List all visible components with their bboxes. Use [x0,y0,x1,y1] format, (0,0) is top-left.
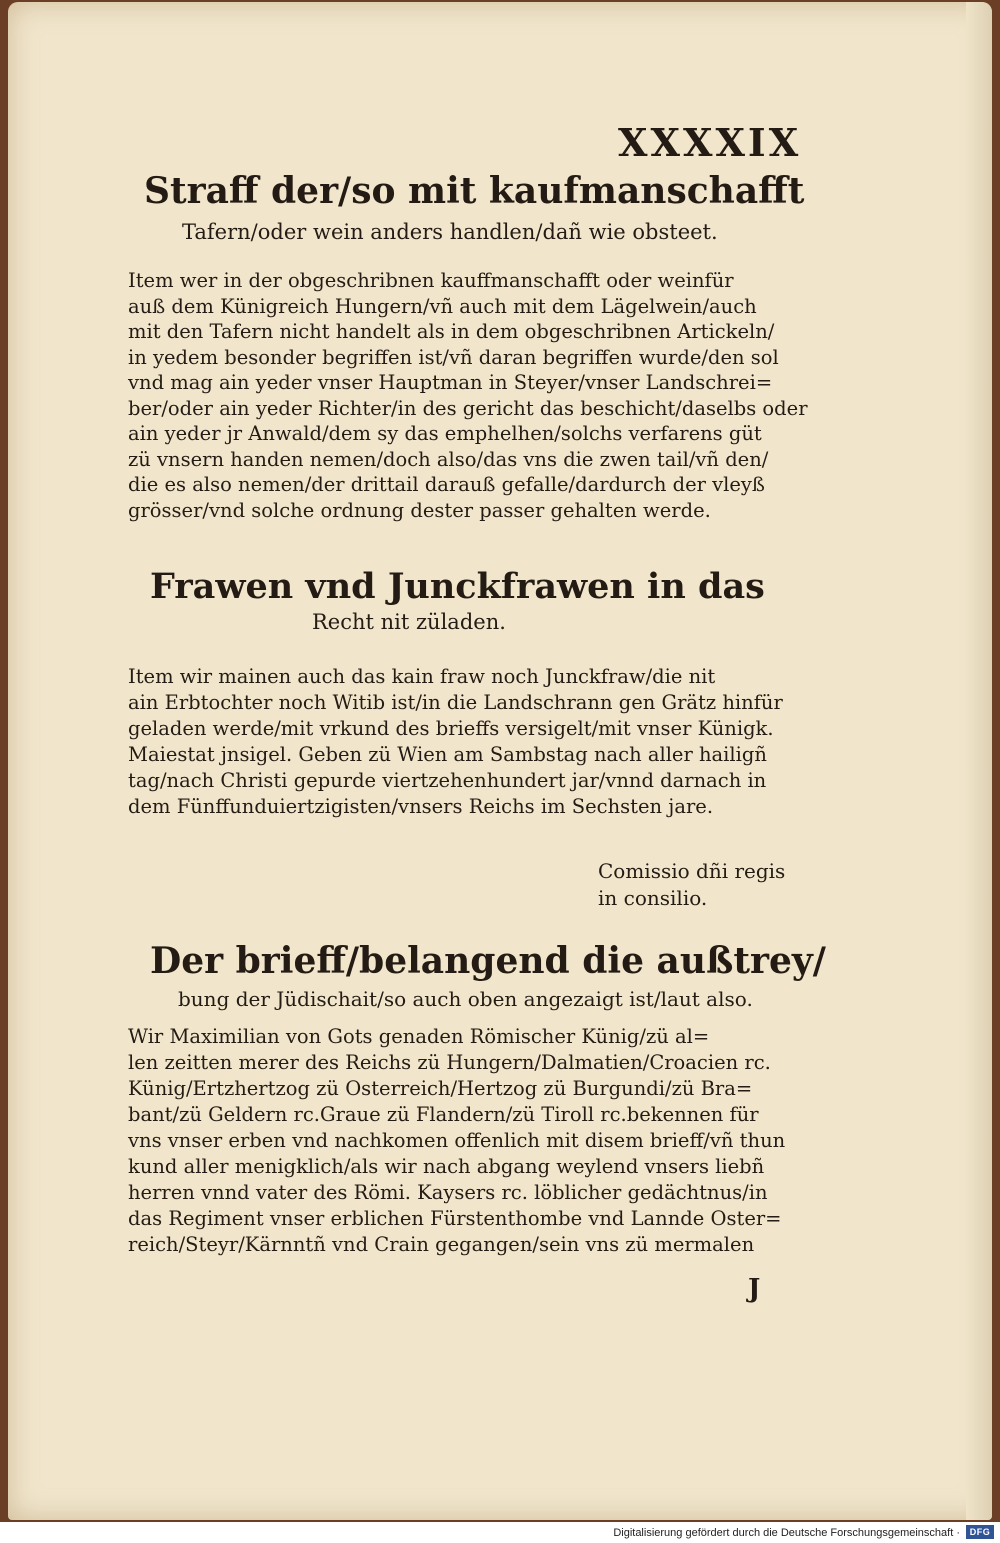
section-2-body [128,664,783,820]
text-line: herren vnnd vater des Römi. Kaysers rc. löblicher gedächtnus/in [128,1181,768,1204]
section-1-body [128,268,808,523]
section-3-body [128,1024,785,1258]
text-line: das Regiment vnser erblichen Fürstenthombe vnd Lannde Oster= [128,1207,782,1230]
section-2-subheading: Recht nit züladen. [312,610,506,634]
section-1-subheading: Tafern/oder wein anders handlen/dañ wie obsteet. [182,220,718,244]
section-3-subheading: bung der Jüdischait/so auch oben angezaigt ist/laut also. [178,987,753,1011]
folio-number: XXXXIX [618,120,802,165]
text-line: grösser/vnd solche ordnung dester passer gehalten werde. [128,498,711,522]
signature-line: in consilio. [598,886,708,910]
text-line: kund aller menigklich/als wir nach abgang weylend vnsers liebñ [128,1155,765,1178]
text-line: auß dem Künigreich Hungern/vñ auch mit dem Lägelwein/auch [128,294,757,318]
section-1-heading: Straff der/so mit kaufmanschafft [144,170,805,212]
text-line: ain yeder jr Anwald/dem sy das emphelhen/solchs verfarens güt [128,422,762,445]
section-2-heading: Frawen vnd Junckfrawen in das [150,566,765,607]
signature-line: Comissio dñi regis [598,859,786,883]
text-line: zü vnsern handen nemen/doch also/das vns die zwen tail/vñ den/ [128,447,769,471]
text-line: die es also nemen/der drittail darauß gefalle/dardurch der vleyß [128,473,765,496]
signature-block [598,858,785,912]
text-line: Wir Maximilian von Gots genaden Römischer Künig/zü al= [128,1025,710,1048]
text-line: tag/nach Christi gepurde viertzehenhundert jar/vnnd darnach in [128,769,767,792]
text-line: Item wir mainen auch das kain fraw noch Junckfraw/die nit [128,665,716,688]
text-line: dem Fünffunduiertzigisten/vnsers Reichs im Sechsten jare. [128,795,714,818]
text-line: ain Erbtochter noch Witib ist/in die Landschrann gen Grätz hinfür [128,691,783,714]
text-line: len zeitten merer des Reichs zü Hungern/Dalmatien/Croacien rc. [128,1051,771,1074]
text-line: Künig/Ertzhertzog zü Osterreich/Hertzog zü Burgundi/zü Bra= [128,1077,753,1100]
catchword: J [748,1274,761,1304]
section-3-heading: Der brieff/belangend die außtrey/ [150,940,826,982]
text-line: mit den Tafern nicht handelt als in dem obgeschribnen Artickeln/ [128,320,775,343]
text-line: Maiestat jnsigel. Geben zü Wien am Sambstag nach aller hailigñ [128,743,767,766]
text-line: vnd mag ain yeder vnser Hauptman in Steyer/vnser Landschrei= [128,371,773,394]
text-line: vns vnser erben vnd nachkomen offenlich mit disem brieff/vñ thun [128,1129,786,1152]
text-line: Item wer in der obgeschribnen kauffmanschafft oder weinfür [128,269,734,292]
text-line: reich/Steyr/Kärnntñ vnd Crain gegangen/sein vns zü mermalen [128,1233,755,1256]
dfg-logo: DFG [966,1525,994,1539]
text-line: geladen werde/mit vrkund des brieffs versigelt/mit vnser Künigk. [128,717,774,740]
text-line: in yedem besonder begriffen ist/vñ daran begriffen wurde/den sol [128,345,779,369]
page-edge [966,2,992,1520]
text-line: ber/oder ain yeder Richter/in des gericht das beschicht/daselbs oder [128,396,808,420]
funding-credit: Digitalisierung gefördert durch die Deutsche Forschungsgemeinschaft · [613,1527,960,1539]
text-line: bant/zü Geldern rc.Graue zü Flandern/zü Tiroll rc.bekennen für [128,1103,759,1126]
